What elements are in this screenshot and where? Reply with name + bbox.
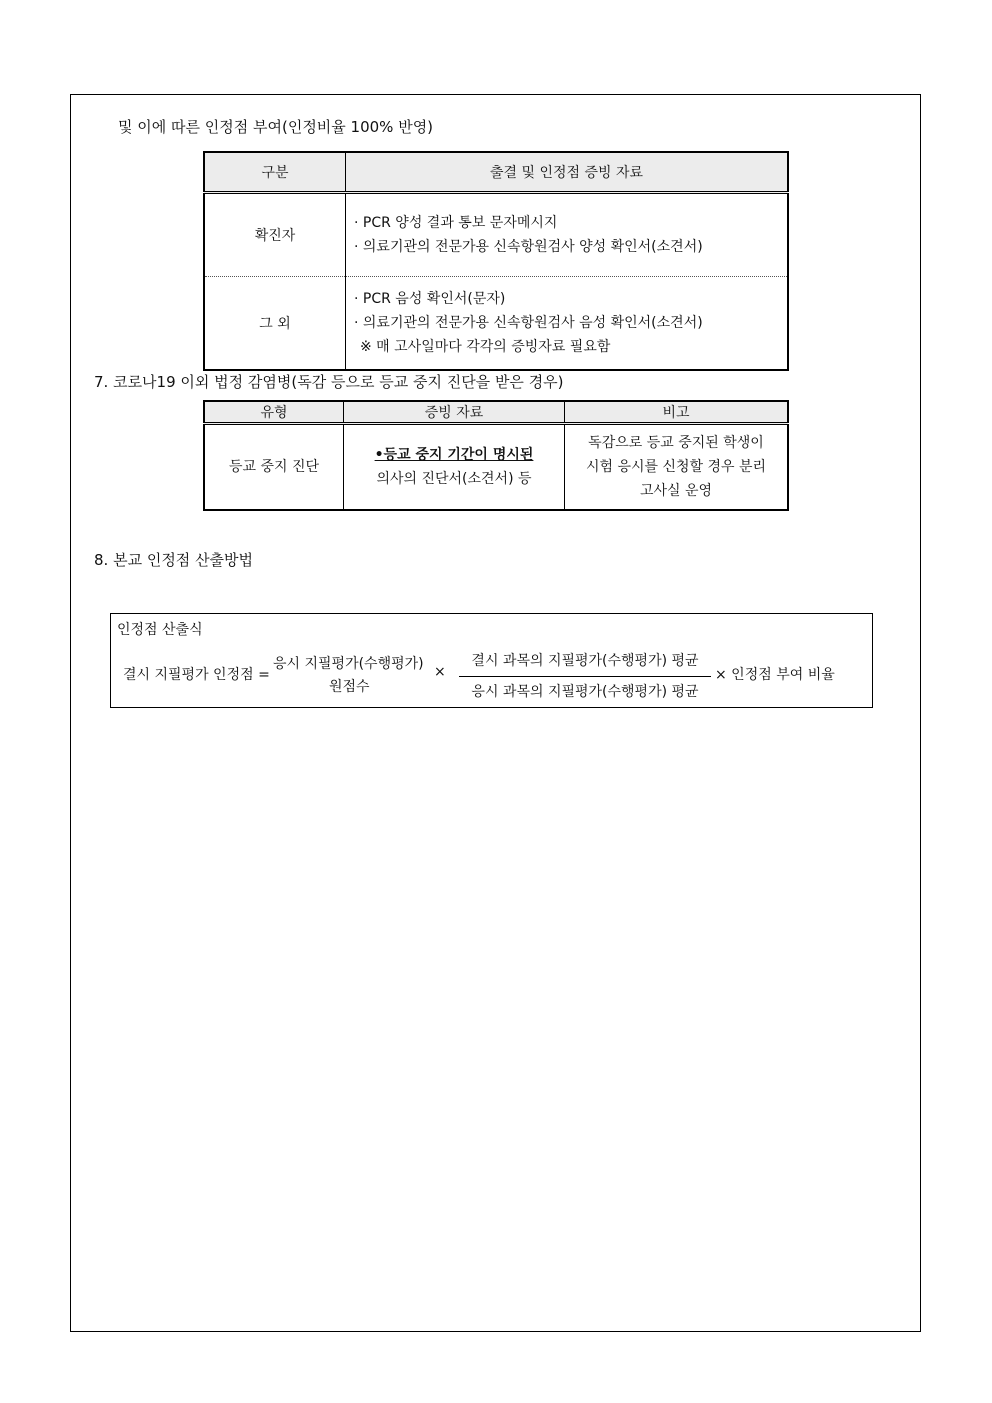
row-category: 그 외 (204, 277, 346, 371)
fraction-bar (459, 676, 711, 677)
section-7-heading: 7. 코로나19 이외 법정 감염병(독감 등으로 등교 중지 진단을 받은 경우) (94, 373, 564, 391)
evidence-note: ※ 매 고사일마다 각각의 증빙자료 필요함 (360, 339, 611, 355)
note-line: 시험 응시를 신청할 경우 분리 (585, 459, 767, 475)
header-type: 유형 (204, 401, 344, 424)
formula-rhs: × 인정점 부여 비율 (715, 667, 835, 683)
formula-box (110, 613, 873, 708)
evidence-line-1: •등교 중지 기간이 명시된 (374, 447, 534, 463)
formula-term1-line1: 응시 지필평가(수행평가) (273, 656, 424, 672)
header-category: 구분 (204, 152, 346, 193)
formula-title: 인정점 산출식 (117, 622, 203, 638)
formula-fraction (459, 650, 711, 701)
evidence-item: · 의료기관의 전문가용 신속항원검사 양성 확인서(소견서) (354, 239, 703, 255)
formula-term1-line2: 원점수 (329, 679, 370, 695)
infection-table (203, 400, 789, 511)
evidence-item: · PCR 양성 결과 통보 문자메시지 (354, 215, 558, 231)
formula-lhs: 결시 지필평가 인정점 = (123, 667, 270, 683)
header-note: 비고 (565, 401, 789, 424)
header-evidence: 증빙 자료 (344, 401, 565, 424)
evidence-item: · 의료기관의 전문가용 신속항원검사 음성 확인서(소견서) (354, 315, 703, 331)
header-evidence: 출결 및 인정점 증빙 자료 (346, 152, 789, 193)
table-row (204, 193, 788, 277)
note-line: 고사실 운영 (639, 483, 713, 499)
fraction-denominator: 응시 과목의 지필평가(수행평가) 평균 (471, 684, 699, 700)
intro-line: 및 이에 따른 인정점 부여(인정비율 100% 반영) (118, 118, 434, 136)
evidence-line-2: 의사의 진단서(소견서) 등 (376, 471, 532, 487)
fraction-numerator: 결시 과목의 지필평가(수행평가) 평균 (471, 653, 699, 669)
evidence-item: · PCR 음성 확인서(문자) (354, 291, 506, 307)
table-row (204, 424, 788, 511)
times-sign: × (434, 664, 446, 680)
evidence-table (203, 151, 789, 371)
note-line: 독감으로 등교 중지된 학생이 (588, 435, 764, 451)
table-row (204, 277, 788, 371)
type-cell: 등교 중지 진단 (204, 424, 344, 511)
row-category: 확진자 (204, 193, 346, 277)
section-8-heading: 8. 본교 인정점 산출방법 (94, 551, 254, 569)
